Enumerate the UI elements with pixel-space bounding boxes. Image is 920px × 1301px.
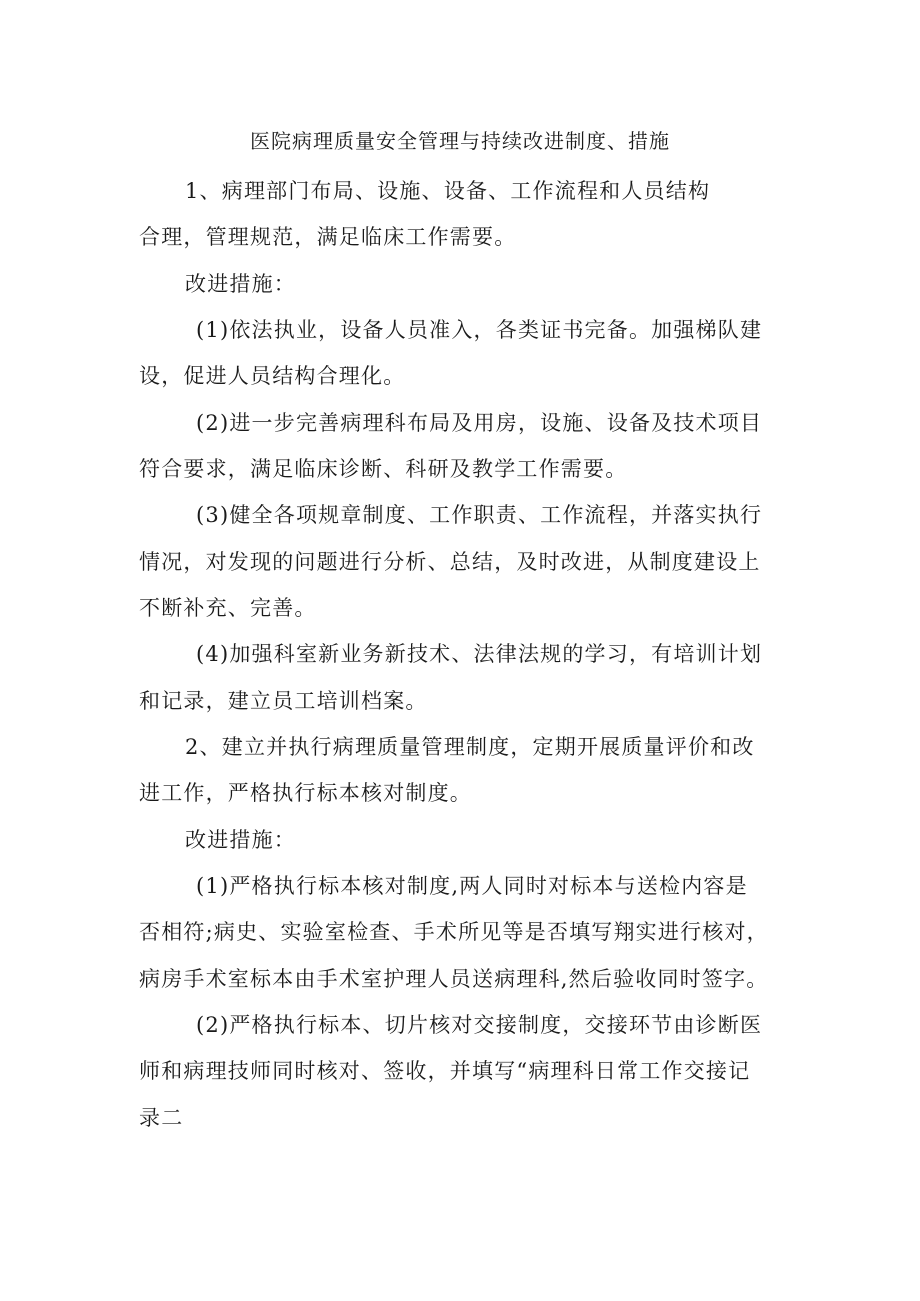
paragraph-line: 师和病理技师同时核对、签收，并填写“病理科日常工作交接记 — [139, 1059, 751, 1083]
paragraph-line: 1、病理部门布局、设施、设备、工作流程和人员结构 — [185, 179, 711, 203]
paragraph-line: 设，促进人员结构合理化。 — [139, 364, 406, 388]
section-heading: 改进措施： — [185, 272, 296, 296]
paragraph-line: (2)严格执行标本、切片核对交接制度，交接环节由诊断医 — [196, 1013, 763, 1037]
paragraph-line: 和记录，建立员工培训档案。 — [139, 689, 428, 713]
paragraph-line: (1)严格执行标本核对制度,两人同时对标本与送检内容是 — [196, 874, 748, 898]
paragraph-line: 2、建立并执行病理质量管理制度，定期开展质量评价和改 — [185, 735, 755, 759]
document-title: 医院病理质量安全管理与持续改进制度、措施 — [250, 129, 670, 153]
paragraph-line: 否相符;病史、实验室检查、手术所见等是否填写翔实进行核对， — [139, 920, 769, 944]
paragraph-line: 录二 — [139, 1106, 184, 1130]
paragraph-line: 情况，对发现的问题进行分析、总结，及时改进，从制度建设上 — [139, 550, 761, 574]
paragraph-line: (3)健全各项规章制度、工作职责、工作流程，并落实执行 — [196, 503, 763, 527]
paragraph-line: 合理，管理规范，满足临床工作需要。 — [139, 225, 517, 249]
paragraph-line: (4)加强科室新业务新技术、法律法规的学习，有培训计划 — [196, 642, 763, 666]
paragraph-line: (1)依法执业，设备人员准入，各类证书完备。加强梯队建 — [196, 318, 763, 342]
section-heading: 改进措施： — [185, 828, 296, 852]
paragraph-line: 符合要求，满足临床诊断、科研及教学工作需要。 — [139, 457, 628, 481]
paragraph-line: 进工作，严格执行标本核对制度。 — [139, 781, 472, 805]
paragraph-line: (2)进一步完善病理科布局及用房，设施、设备及技术项目 — [196, 411, 763, 435]
paragraph-line: 不断补充、完善。 — [139, 596, 317, 620]
paragraph-line: 病房手术室标本由手术室护理人员送病理科,然后验收同时签字。 — [139, 967, 769, 991]
